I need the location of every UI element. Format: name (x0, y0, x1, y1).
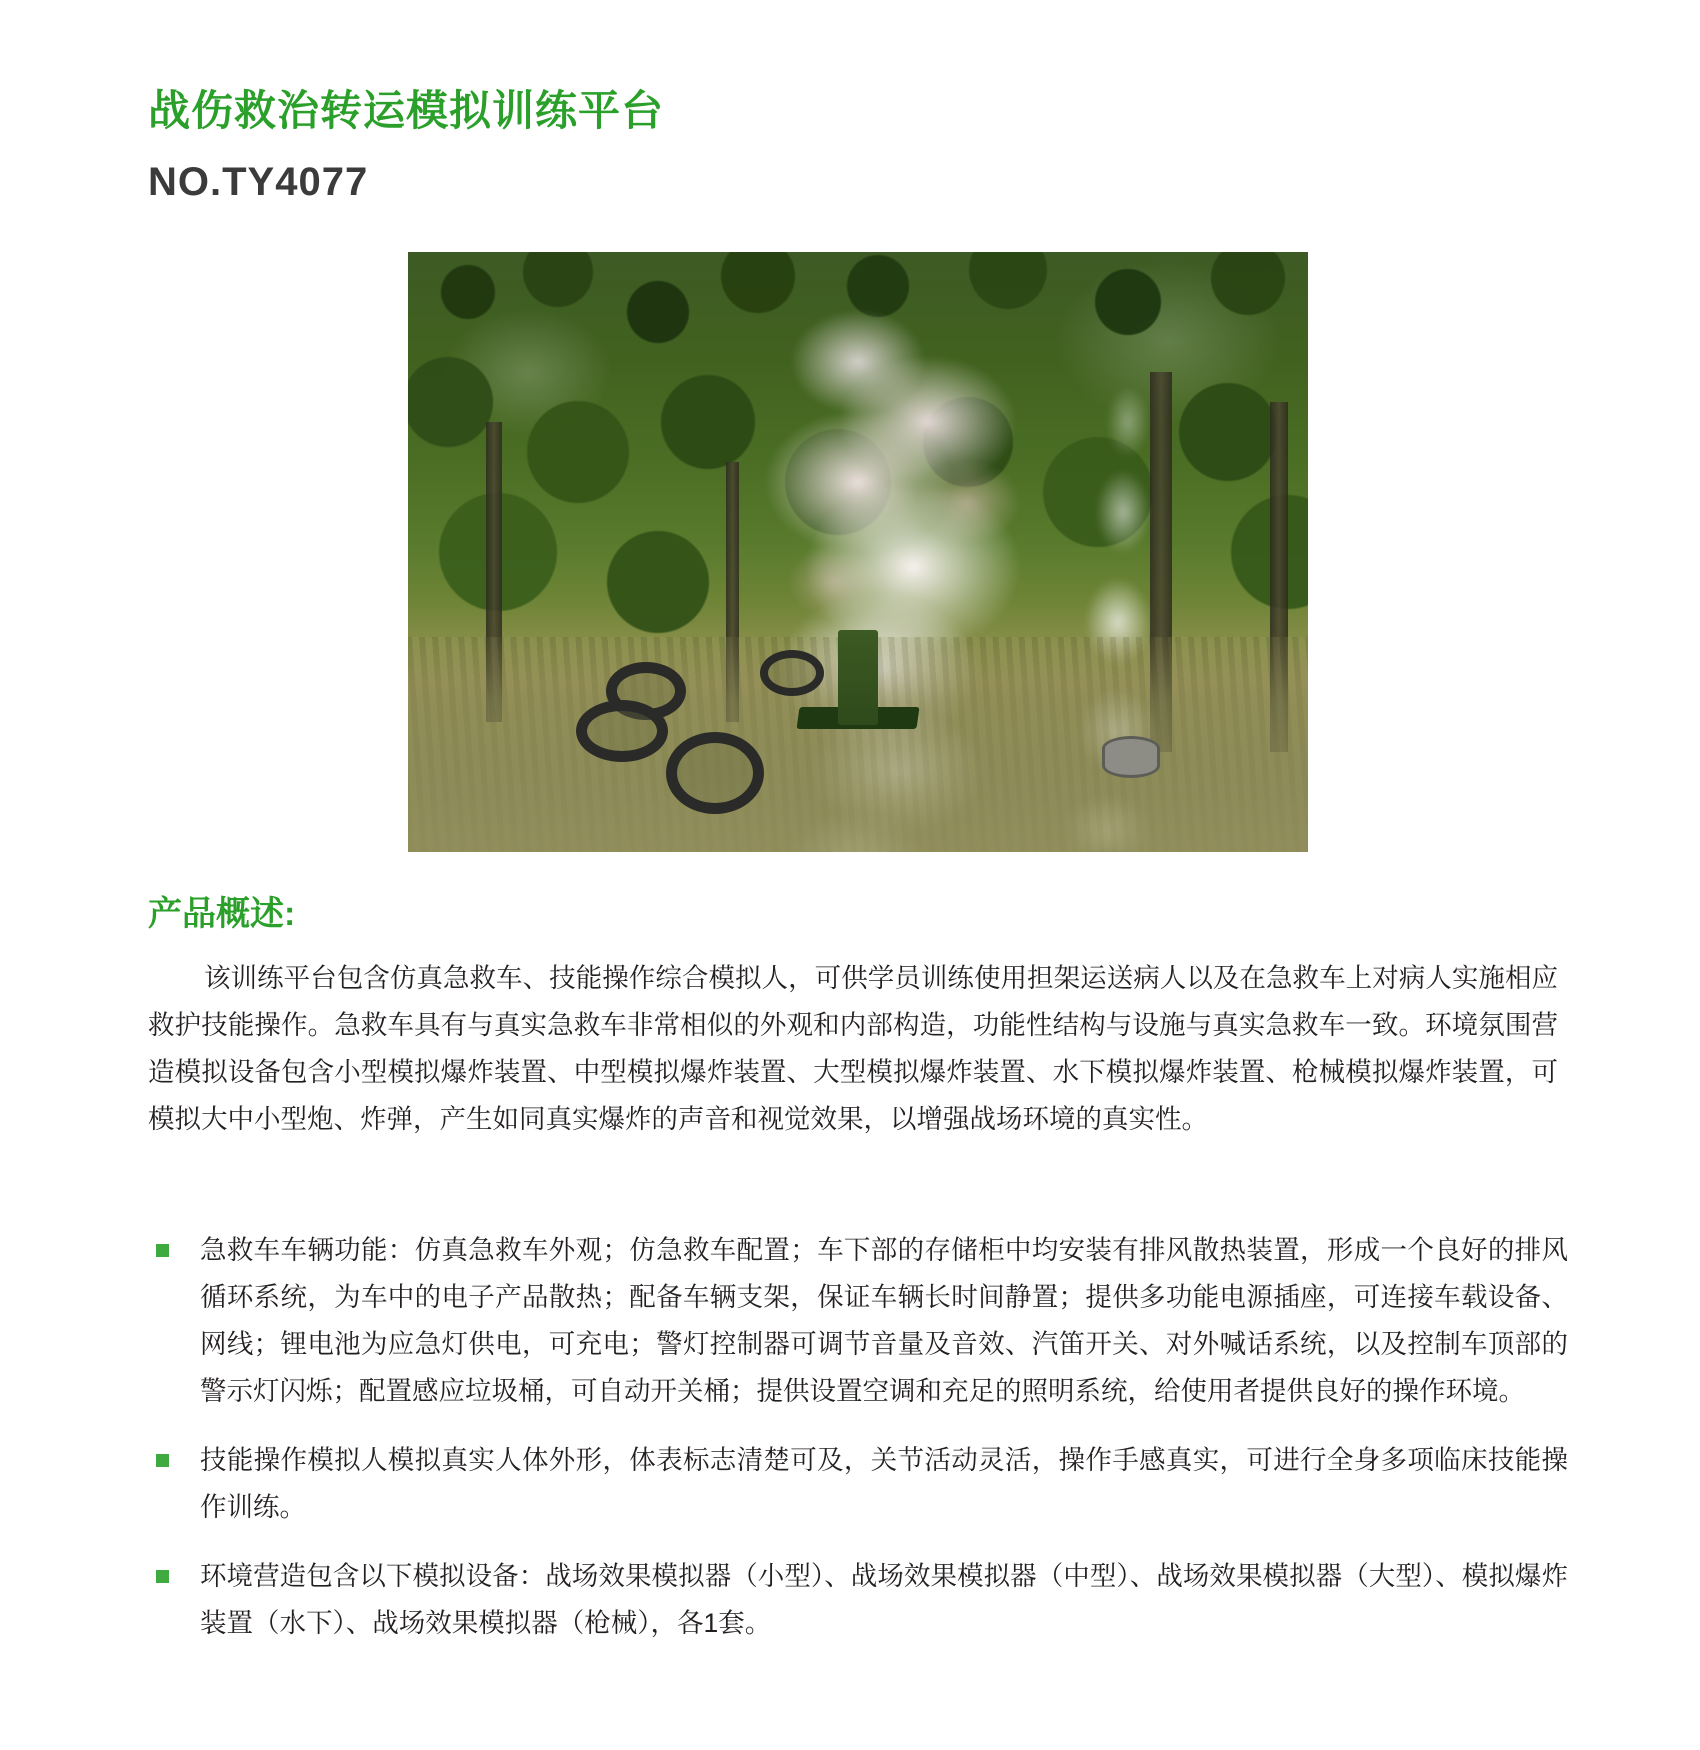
list-item-text: 技能操作模拟人模拟真实人体外形，体表标志清楚可及，关节活动灵活，操作手感真实，可进行全身多项临床技能操作训练。 (200, 1445, 1568, 1522)
tire-prop (576, 700, 668, 762)
section-heading-overview: 产品概述: (148, 895, 296, 933)
model-number: NO.TY4077 (148, 160, 369, 204)
list-item-text: 环境营造包含以下模拟设备：战场效果模拟器（小型）、战场效果模拟器（中型）、战场效果模拟器（大型）、模拟爆炸装置（水下）、战场效果模拟器（枪械），各1套。 (200, 1561, 1568, 1638)
product-photo (408, 252, 1308, 852)
bullet-square-icon (156, 1570, 169, 1583)
bullet-square-icon (156, 1454, 169, 1467)
bullet-square-icon (156, 1244, 169, 1257)
overview-paragraph: 该训练平台包含仿真急救车、技能操作综合模拟人，可供学员训练使用担架运送病人以及在急救车上对病人实施相应救护技能操作。急救车具有与真实急救车非常相似的外观和内部构造，功能性结构与设施与真实急救车一致。环境氛围营造模拟设备包含小型模拟爆炸装置、中型模拟爆炸装置、大型模拟爆炸装置、水下模拟爆炸装置、枪械模拟爆炸装置，可模拟大中小型炮、炸弹，产生如同真实爆炸的声音和视觉效果，以增强战场环境的真实性。 (148, 963, 1558, 1134)
feature-list (148, 1227, 1568, 1669)
pipe-prop (1102, 736, 1160, 778)
list-item (148, 1553, 1568, 1647)
list-item (148, 1227, 1568, 1415)
list-item-text: 急救车车辆功能：仿真急救车外观；仿急救车配置；车下部的存储柜中均安装有排风散热装置，形成一个良好的排风循环系统，为车中的电子产品散热；配备车辆支架，保证车辆长时间静置；提供多功能电源插座，可连接车载设备、网线；锂电池为应急灯供电，可充电；警灯控制器可调节音量及音效、汽笛开关、对外喊话系统，以及控制车顶部的警示灯闪烁；配置感应垃圾桶，可自动开关桶；提供设置空调和充足的照明系统，给使用者提供良好的操作环境。 (200, 1235, 1568, 1406)
explosion-simulator-device (838, 630, 878, 725)
list-item (148, 1437, 1568, 1531)
tire-prop (666, 732, 764, 814)
page-title: 战伤救治转运模拟训练平台 (148, 87, 665, 134)
photo-scene (408, 252, 1308, 852)
tire-prop (760, 650, 824, 696)
